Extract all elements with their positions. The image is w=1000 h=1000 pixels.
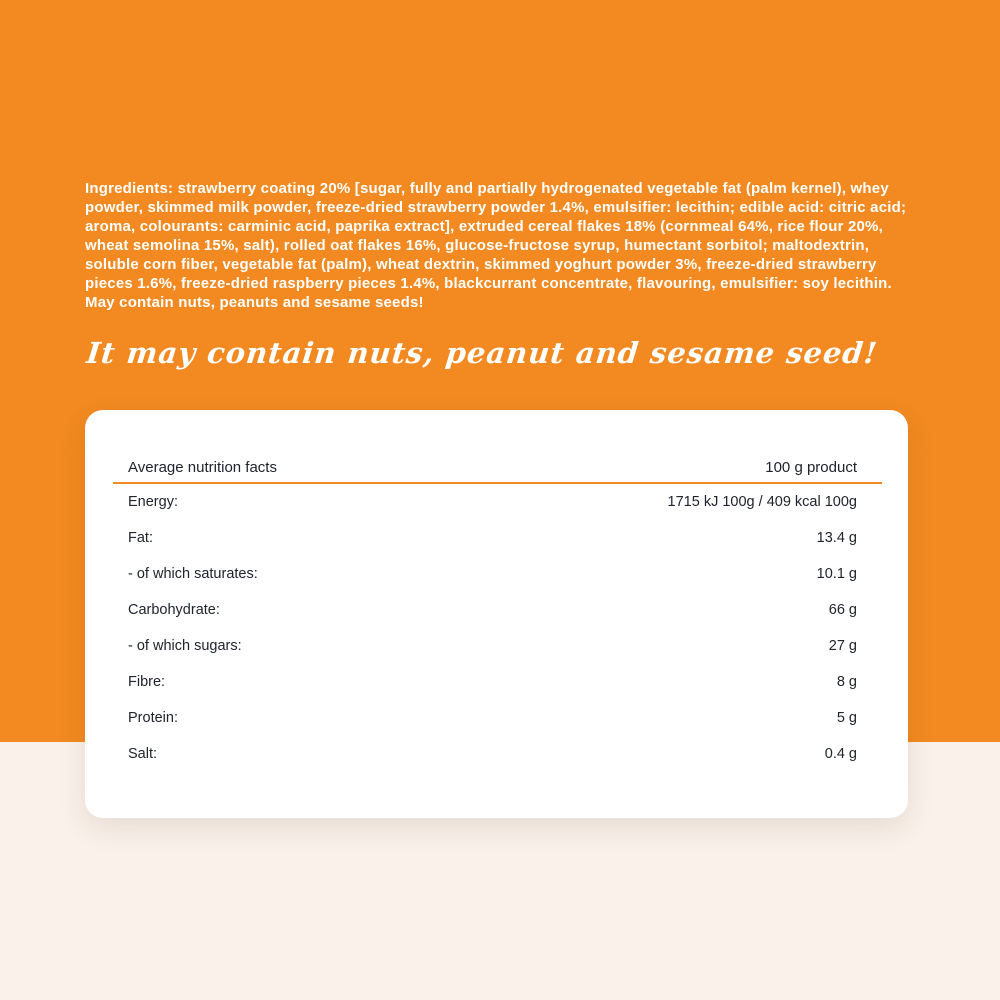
nutrition-table xyxy=(113,452,882,772)
nutrition-row-label: Salt: xyxy=(128,746,158,762)
nutrition-row-value: 1715 kJ 100g / 409 kcal 100g xyxy=(667,494,857,510)
nutrition-row-fibre xyxy=(113,664,882,700)
nutrition-row-label: Carbohydrate: xyxy=(128,602,220,618)
nutrition-row-carbohydrate xyxy=(113,592,882,628)
nutrition-row-value: 5 g xyxy=(836,710,857,726)
nutrition-row-fat xyxy=(113,520,882,556)
nutrition-header-value: 100 g product xyxy=(765,458,857,476)
nutrition-row-value: 66 g xyxy=(828,602,857,618)
nutrition-row-saturates xyxy=(113,556,882,592)
nutrition-row-sugars xyxy=(113,628,882,664)
nutrition-row-value: 13.4 g xyxy=(816,530,857,546)
nutrition-row-label: Fat: xyxy=(128,530,153,546)
nutrition-header-label: Average nutrition facts xyxy=(128,458,277,476)
nutrition-row-value: 0.4 g xyxy=(824,746,857,762)
nutrition-row-energy xyxy=(113,484,882,520)
nutrition-row-value: 27 g xyxy=(828,638,857,654)
nutrition-row-label: Energy: xyxy=(128,494,178,510)
nutrition-row-protein xyxy=(113,700,882,736)
allergy-note: It may contain nuts, peanut and sesame seed! xyxy=(85,336,880,370)
nutrition-row-salt xyxy=(113,736,882,772)
nutrition-row-value: 8 g xyxy=(836,674,857,690)
nutrition-table-header xyxy=(113,452,882,484)
nutrition-facts-card xyxy=(85,410,908,818)
nutrition-row-label: - of which sugars: xyxy=(128,638,242,654)
nutrition-row-label: Fibre: xyxy=(128,674,166,690)
nutrition-row-label: - of which saturates: xyxy=(128,566,258,582)
nutrition-row-value: 10.1 g xyxy=(816,566,857,582)
nutrition-row-label: Protein: xyxy=(128,710,178,726)
ingredients-paragraph: Ingredients: strawberry coating 20% [sugar, fully and partially hydrogenated vegetable fat (palm kernel), whey powder, skimmed milk powder, freeze-dried strawberry powder 1.4%, emulsifier: lecithin; edible acid: citric acid; aroma, colourants: carminic acid, paprika extract], extruded cereal flakes 18% (cornmeal 64%, rice flour 20%, wheat semolina 15%, salt), rolled oat flakes 16%, glucose-fructose syrup, humectant sorbitol; maltodextrin, soluble corn fiber, vegetable fat (palm), wheat dextrin, skimmed yoghurt powder 3%, freeze-dried strawberry pieces 1.6%, freeze-dried raspberry pieces 1.4%, blackcurrant concentrate, flavouring, emulsifier: soy lecithin. May contain nuts, peanuts and sesame seeds! xyxy=(85,180,907,311)
